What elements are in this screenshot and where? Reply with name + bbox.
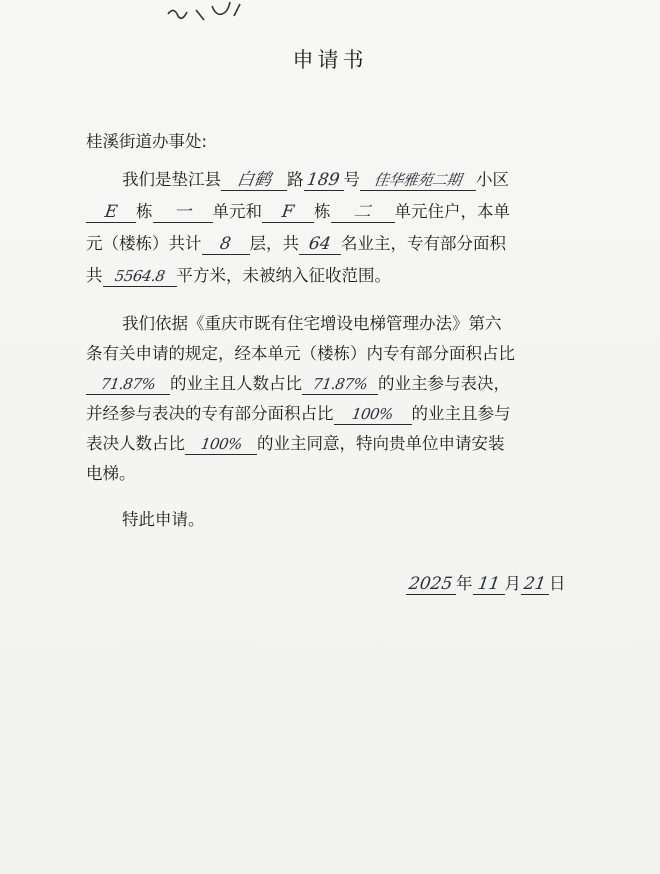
para2-line2: 条有关申请的规定，经本单元（楼栋）内专有部分面积占比 xyxy=(86,344,515,363)
para1-line3: 元（楼栋）共计 8 层，共 64 名业主，专有部分面积 xyxy=(86,234,506,254)
closing-text: 特此申请。 xyxy=(122,510,205,529)
building2-field: F xyxy=(262,200,314,223)
para2-line5: 表决人数占比 100% 的业主同意，特向贵单位申请安装 xyxy=(86,434,505,453)
owners-field: 64 xyxy=(299,232,341,255)
para2-line3: 71.87% 的业主且人数占比 71.87% 的业主参与表决， xyxy=(86,372,510,396)
floors-field: 8 xyxy=(202,232,250,255)
unit1-field: 一 xyxy=(153,200,213,223)
community-field: 佳华雅苑二期 xyxy=(360,168,476,191)
para1-line1: 我们是垫江县 白鹤 路 189 号 佳华雅苑二期 小区 xyxy=(122,170,509,190)
para2-line4: 并经参与表决的专有部分面积占比 100% 的业主且参与 xyxy=(86,404,511,423)
area-ratio-field: 71.87% xyxy=(86,372,170,395)
vote-area-ratio-field: 100% xyxy=(334,402,412,425)
house-number-field: 189 xyxy=(304,168,344,191)
document-title: 申请书 xyxy=(292,48,368,72)
vote-people-ratio-field: 100% xyxy=(185,432,257,455)
date-line: 2025 年 11 月 21 日 xyxy=(407,574,566,594)
para2-line1: 我们依据《重庆市既有住宅增设电梯管理办法》第六 xyxy=(122,314,502,333)
year-field: 2025 xyxy=(407,574,455,594)
para1-line2: E 栋 一 单元和 F 栋 二 单元住户，本单 xyxy=(86,200,510,224)
day-field: 21 xyxy=(522,574,548,594)
people-ratio-field: 71.87% xyxy=(302,372,378,395)
para1-line4: 共 5564.8 平方米，未被纳入征收范围。 xyxy=(86,266,391,285)
area-field: 5564.8 xyxy=(103,264,177,287)
building1-field: E xyxy=(86,200,136,223)
addressee: 桂溪街道办事处: xyxy=(86,132,208,151)
pen-scribble-mark xyxy=(160,0,250,24)
month-field: 11 xyxy=(473,572,505,595)
para2-line6: 电梯。 xyxy=(86,464,136,483)
street-field: 白鹤 xyxy=(221,168,287,191)
unit2-field: 二 xyxy=(331,200,395,223)
